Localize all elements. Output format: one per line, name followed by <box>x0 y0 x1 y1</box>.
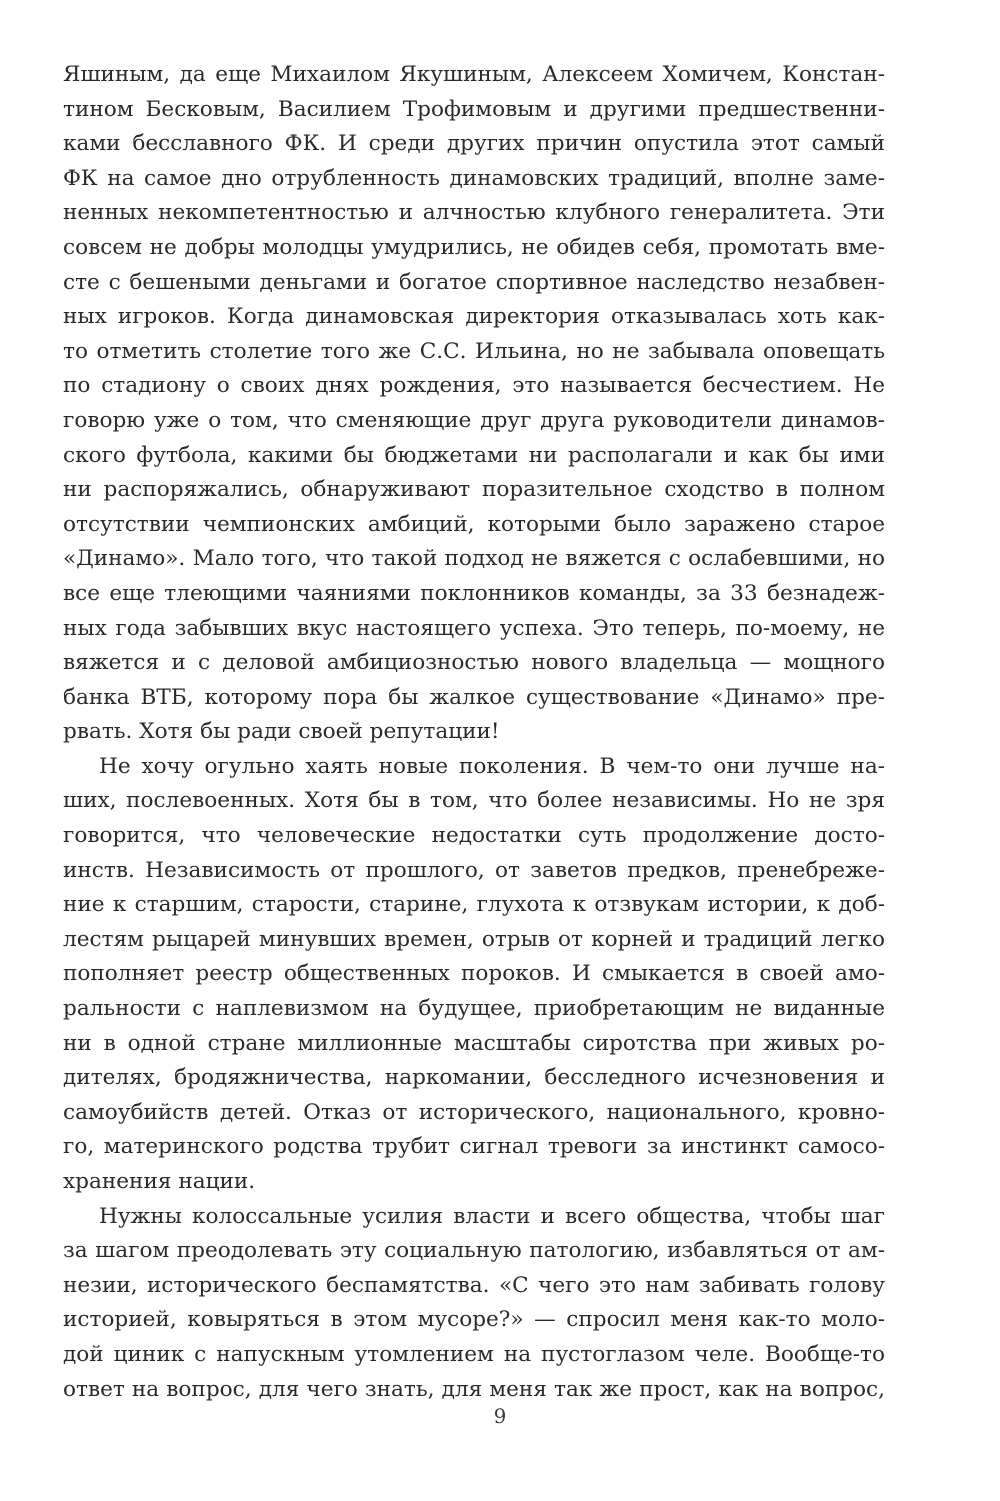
text-line: ральности с наплевизмом на будущее, приобретающим не виданные <box>63 996 885 1022</box>
text-line: Яшиным, да еще Михаилом Якушиным, Алексеем Хомичем, Констан- <box>63 62 885 87</box>
paragraph-1 <box>63 58 885 750</box>
text-line: сте с бешеными деньгами и богатое спортивное наследство незабвен- <box>63 269 885 295</box>
text-line: ского футбола, какими бы бюджетами ни располагали и как бы ими <box>63 442 885 468</box>
paragraph-3 <box>63 1200 885 1408</box>
text-line: «Динамо». Мало того, что такой подход не вяжется с ослабевшими, но <box>63 546 885 572</box>
text-line: все еще тлеющими чаяниями поклонников команды, за 33 безнадеж- <box>63 580 885 606</box>
text-line: по стадиону о своих днях рождения, это называется бесчестием. Не <box>63 373 885 399</box>
text-line: говорится, что человеческие недостатки суть продолжение досто- <box>63 823 885 849</box>
text-line: Нужны колоссальные усилия власти и всего общества, чтобы шаг <box>99 1203 885 1229</box>
text-line: за шагом преодолевать эту социальную патологию, избавляться от ам- <box>63 1238 885 1264</box>
text-line: ненных некомпетентностью и алчностью клубного генералитета. Эти <box>63 200 885 226</box>
text-line: банка ВТБ, которому пора бы жалкое существование «Динамо» пре- <box>63 684 885 710</box>
text-line: ответ на вопрос, для чего знать, для меня так же прост, как на вопрос, <box>63 1376 885 1402</box>
text-line: историей, ковыряться в этом мусоре?» — спросил меня как-то моло- <box>63 1307 885 1333</box>
text-line: тином Бесковым, Василием Трофимовым и другими предшественни- <box>63 96 885 122</box>
text-line: самоубийств детей. Отказ от исторического, национального, кровно- <box>63 1099 885 1125</box>
text-line: го, материнского родства трубит сигнал тревоги за инстинкт самосо- <box>63 1134 885 1160</box>
text-line: пополняет реестр общественных пороков. И смыкается в своей амо- <box>63 961 885 987</box>
text-line: инств. Независимость от прошлого, от заветов предков, пренебреже- <box>63 857 885 883</box>
text-line: лестям рыцарей минувших времен, отрыв от корней и традиций легко <box>63 926 885 952</box>
text-line: ных года забывших вкус настоящего успеха. Это теперь, по-моему, не <box>63 615 885 641</box>
text-line: Не хочу огульно хаять новые поколения. В чем-то они лучше на- <box>99 753 885 779</box>
text-line: дой циник с напускным утомлением на пустоглазом челе. Вообще-то <box>63 1341 885 1367</box>
text-line: ных игроков. Когда динамовская директория отказывалась хоть как- <box>63 304 885 330</box>
text-line: ших, послевоенных. Хотя бы в том, что более независимы. Но не зря <box>63 788 885 814</box>
text-line: ками бесславного ФК. И среди других причин опустила этот самый <box>63 131 885 157</box>
text-line: хранения нации. <box>63 1169 256 1194</box>
text-line: ни распоряжались, обнаруживают поразительное сходство в полном <box>63 477 885 503</box>
text-line: ни в одной стране миллионные масштабы сиротства при живых ро- <box>63 1030 885 1056</box>
text-line: незии, исторического беспамятства. «С чего это нам забивать голову <box>63 1272 885 1298</box>
text-line: совсем не добры молодцы умудрились, не обидев себя, промотать вме- <box>63 234 885 260</box>
paragraph-2 <box>63 750 885 1200</box>
text-line: дителях, бродяжничества, наркомании, бесследного исчезновения и <box>63 1065 885 1091</box>
text-line: вяжется и с деловой амбициозностью нового владельца — мощного <box>63 650 885 676</box>
text-line: рвать. Хотя бы ради своей репутации! <box>63 719 500 745</box>
page-body <box>63 58 885 1407</box>
text-line: ФК на самое дно отрубленность динамовских традиций, вполне заме- <box>63 165 885 191</box>
text-line: отсутствии чемпионских амбиций, которыми было заражено старое <box>63 511 885 537</box>
text-line: говорю уже о том, что сменяющие друг друга руководители динамов- <box>63 407 885 433</box>
text-line: ние к старшим, старости, старине, глухота к отзвукам истории, к доб- <box>63 892 885 918</box>
text-line: то отметить столетие того же С.С. Ильина, но не забывала оповещать <box>63 338 885 364</box>
page-number: 9 <box>493 1404 507 1428</box>
